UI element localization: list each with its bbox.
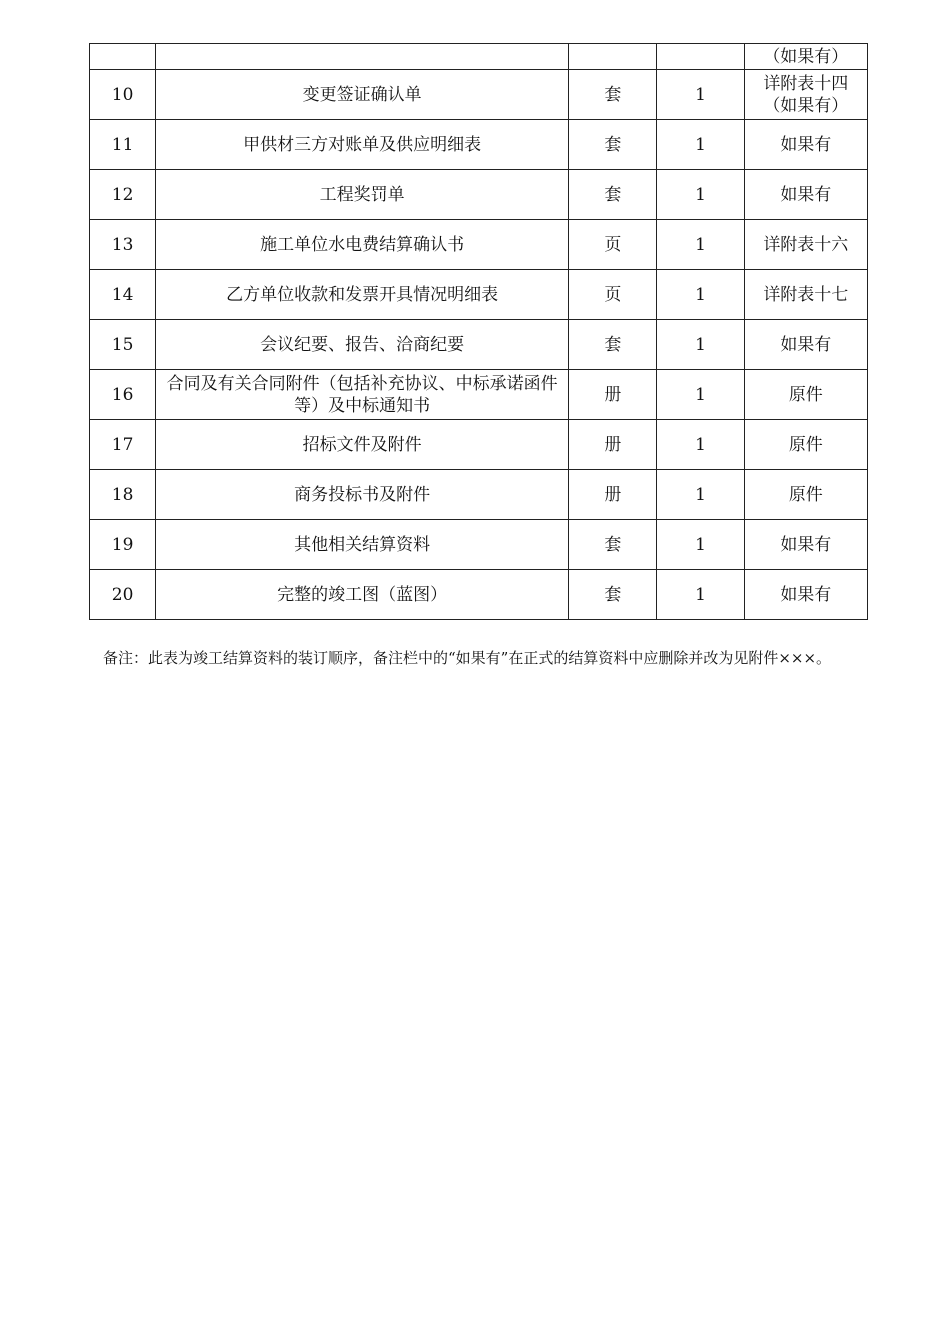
remark-line: 如果有	[780, 134, 832, 155]
cell-qty	[657, 44, 744, 70]
cell-unit: 套	[569, 170, 657, 220]
remark-line: 如果有	[780, 534, 832, 555]
table-row	[90, 420, 868, 470]
remark-line: 如果有	[780, 584, 832, 605]
cell-remark	[744, 420, 867, 470]
cell-name: 其他相关结算资料	[156, 520, 569, 570]
cell-name: 工程奖罚单	[156, 170, 569, 220]
remark-line: 详附表十六	[763, 234, 849, 255]
cell-name: 商务投标书及附件	[156, 470, 569, 520]
cell-no: 10	[90, 70, 156, 120]
cell-remark	[744, 320, 867, 370]
cell-no	[90, 44, 156, 70]
cell-remark	[744, 370, 867, 420]
remark-line: 原件	[788, 484, 823, 505]
cell-remark	[744, 470, 867, 520]
cell-qty: 1	[657, 320, 744, 370]
cell-no: 13	[90, 220, 156, 270]
remark-line: （如果有）	[763, 95, 849, 116]
cell-no: 16	[90, 370, 156, 420]
cell-no: 12	[90, 170, 156, 220]
cell-remark: （如果有）	[744, 44, 867, 70]
footnote-remark: 备注：此表为竣工结算资料的装订顺序，备注栏中的“如果有”在正式的结算资料中应删除并改为见附件×××。	[103, 649, 832, 667]
settlement-documents-table	[89, 43, 868, 620]
cell-unit	[569, 44, 657, 70]
cell-unit: 套	[569, 520, 657, 570]
remark-line: 详附表十四	[763, 73, 849, 94]
table-row	[90, 470, 868, 520]
cell-unit: 页	[569, 220, 657, 270]
remark-line: 如果有	[780, 184, 832, 205]
cell-unit: 套	[569, 320, 657, 370]
table-row	[90, 70, 868, 120]
remark-line: 详附表十七	[763, 284, 849, 305]
cell-unit: 册	[569, 470, 657, 520]
cell-no: 20	[90, 570, 156, 620]
cell-name: 乙方单位收款和发票开具情况明细表	[156, 270, 569, 320]
cell-no: 14	[90, 270, 156, 320]
cell-no: 11	[90, 120, 156, 170]
cell-no: 19	[90, 520, 156, 570]
cell-qty: 1	[657, 270, 744, 320]
table-row	[90, 220, 868, 270]
table-row	[90, 120, 868, 170]
cell-remark	[744, 120, 867, 170]
cell-remark	[744, 70, 867, 120]
cell-qty: 1	[657, 170, 744, 220]
cell-qty: 1	[657, 570, 744, 620]
remark-line: 如果有	[780, 334, 832, 355]
cell-remark	[744, 220, 867, 270]
cell-remark	[744, 270, 867, 320]
cell-name: 变更签证确认单	[156, 70, 569, 120]
table-row	[90, 520, 868, 570]
table-row	[90, 570, 868, 620]
cell-name: 施工单位水电费结算确认书	[156, 220, 569, 270]
remark-line: 原件	[788, 434, 823, 455]
cell-unit: 册	[569, 370, 657, 420]
cell-remark	[744, 170, 867, 220]
table-row	[90, 370, 868, 420]
cell-qty: 1	[657, 220, 744, 270]
cell-no: 17	[90, 420, 156, 470]
cell-name: 合同及有关合同附件（包括补充协议、中标承诺函件等）及中标通知书	[156, 370, 569, 420]
cell-qty: 1	[657, 520, 744, 570]
table-row	[90, 170, 868, 220]
cell-name	[156, 44, 569, 70]
cell-qty: 1	[657, 70, 744, 120]
table-row	[90, 270, 868, 320]
cell-unit: 套	[569, 570, 657, 620]
cell-qty: 1	[657, 420, 744, 470]
cell-unit: 页	[569, 270, 657, 320]
cell-name: 完整的竣工图（蓝图）	[156, 570, 569, 620]
cell-unit: 册	[569, 420, 657, 470]
cell-unit: 套	[569, 120, 657, 170]
table-row-continued	[90, 44, 868, 70]
cell-name: 甲供材三方对账单及供应明细表	[156, 120, 569, 170]
cell-qty: 1	[657, 120, 744, 170]
cell-name: 招标文件及附件	[156, 420, 569, 470]
cell-no: 18	[90, 470, 156, 520]
cell-no: 15	[90, 320, 156, 370]
remark-line: 原件	[788, 384, 823, 405]
cell-remark	[744, 570, 867, 620]
table-body	[90, 44, 868, 620]
cell-name: 会议纪要、报告、洽商纪要	[156, 320, 569, 370]
cell-remark	[744, 520, 867, 570]
cell-unit: 套	[569, 70, 657, 120]
cell-qty: 1	[657, 470, 744, 520]
cell-qty: 1	[657, 370, 744, 420]
table-row	[90, 320, 868, 370]
